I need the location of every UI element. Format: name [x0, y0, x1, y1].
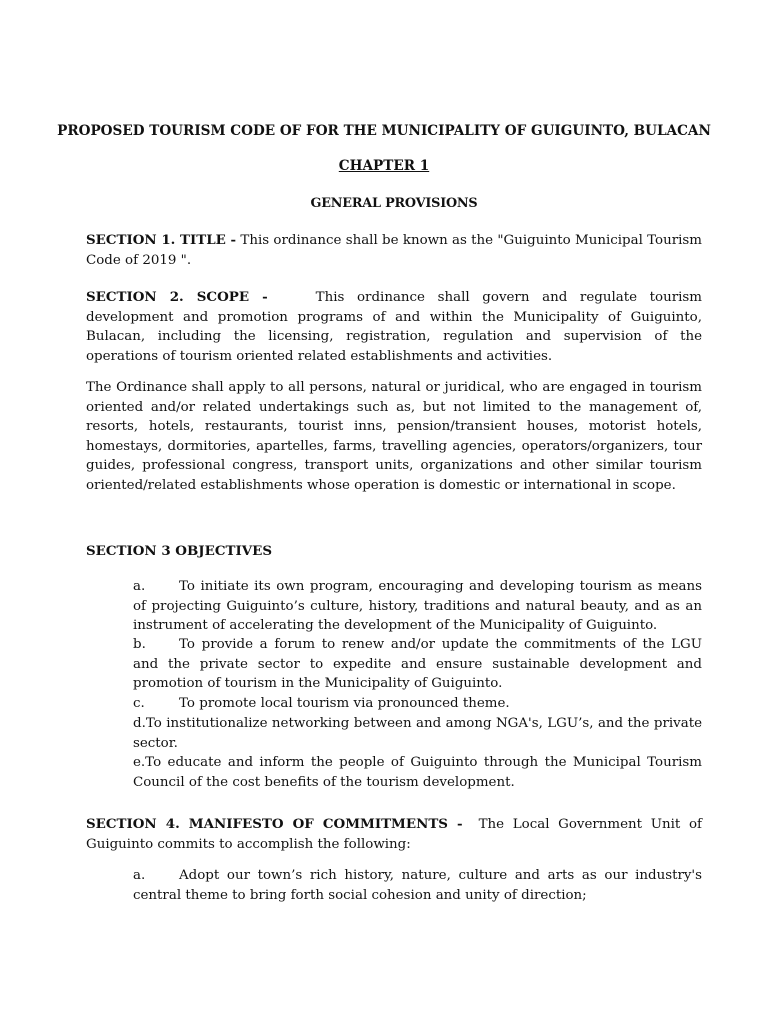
chapter-heading: CHAPTER 1 — [338, 158, 430, 174]
section-4 — [86, 815, 702, 854]
general-provisions-heading: GENERAL PROVISIONS — [310, 196, 478, 211]
objective-item-c — [133, 694, 702, 714]
section-1-heading: SECTION 1. TITLE - — [86, 232, 237, 248]
section-4-text: The Local Government Unit of Guiguinto commits to accomplish the following: — [86, 817, 703, 852]
document-title: PROPOSED TOURISM CODE OF FOR THE MUNICIPALITY OF GUIGUINTO, BULACAN — [57, 123, 711, 139]
objective-item-e: e.To educate and inform the people of Guiguinto through the Municipal Tourism Council of the cost benefits of the tourism development. — [133, 755, 702, 790]
section-2 — [86, 288, 702, 366]
list-item-text: To provide a forum to renew and/or update the commitments of the LGU and the private sector to expedite and ensure sustainable development and promotion of tourism in the Municipality of Guiguinto. — [133, 637, 702, 692]
section-2-heading: SECTION 2. SCOPE - — [86, 289, 268, 305]
section-2-paragraph-2: The Ordinance shall apply to all persons, natural or juridical, who are engaged in tourism oriented and/or related undertakings such as, but not limited to the management of, resorts, hotels, restaurants, tourist inns, pension/transient houses, motorist hotels, homestays, dormitories, apartelles, farms, travelling agencies, operators/organizers, tour guides, professional congress, transport units, organizations and other similar tourism oriented/related establishments whose operation is domestic or international in scope. — [86, 380, 702, 493]
section-4-heading: SECTION 4. MANIFESTO OF COMMITMENTS - — [86, 816, 463, 832]
section-2-text: This ordinance shall govern and regulate tourism development and promotion programs of and within the Municipality of Guiguinto, Bulacan, including the licensing, registration, regulation and supervision of the operations of tourism oriented related establishments and activities. — [86, 290, 702, 364]
list-item-text: To initiate its own program, encouraging and developing tourism as means of projecting Guiguinto’s culture, history, traditions and natural beauty, and as an instrument of accelerating the development of the Municipality of Guiguinto. — [133, 579, 702, 634]
list-marker: c. — [133, 696, 145, 711]
section-3-heading: SECTION 3 OBJECTIVES — [86, 543, 272, 559]
list-item-text: Adopt our town’s rich history, nature, culture and arts as our industry's central theme to bring forth social cohesion and unity of direction; — [133, 868, 702, 903]
list-marker: a. — [133, 868, 146, 883]
list-marker: a. — [133, 579, 146, 594]
list-marker: b. — [133, 637, 146, 652]
list-item-text: To promote local tourism via pronounced theme. — [179, 696, 510, 711]
objective-item-b — [133, 635, 702, 694]
section-1-text: This ordinance shall be known as the "Guiguinto Municipal Tourism Code of 2019 ". — [86, 233, 702, 268]
objective-item-a — [133, 577, 702, 636]
commitment-item-a — [133, 866, 702, 905]
section-1 — [86, 231, 702, 270]
objective-item-d: d.To institutionalize networking between and among NGA's, LGU’s, and the private sector. — [133, 716, 702, 751]
